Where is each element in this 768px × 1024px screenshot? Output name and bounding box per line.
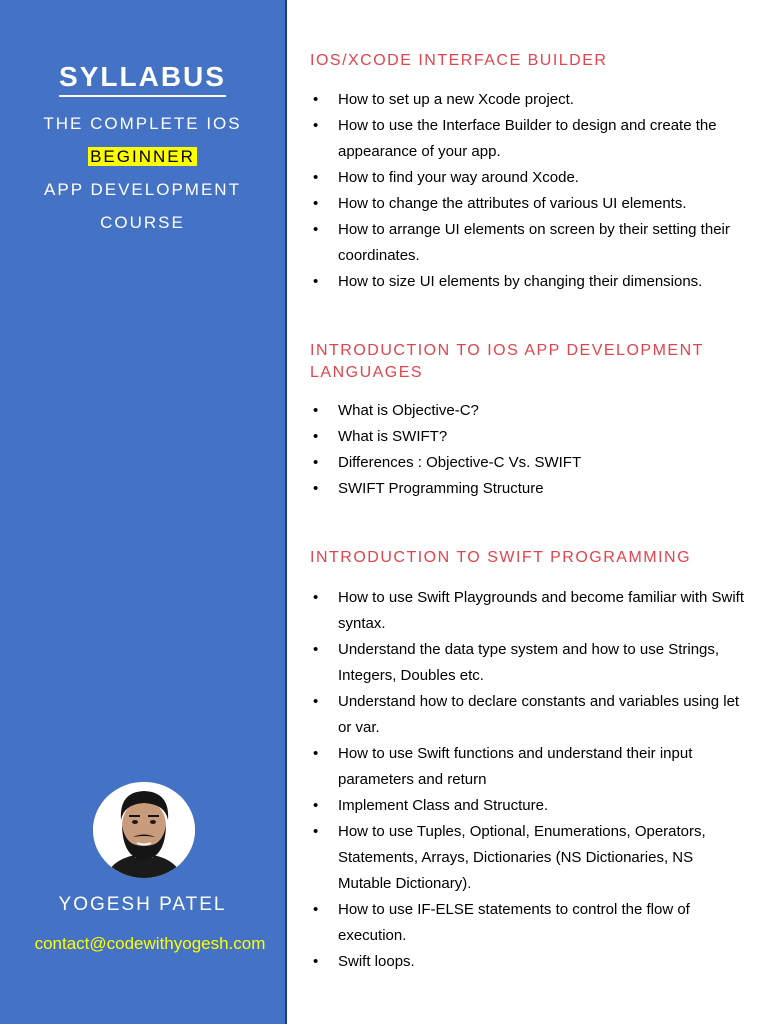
beginner-highlight: BEGINNER (90, 147, 195, 166)
list-item: • How to use Swift functions and understand their input parameters and return (310, 741, 750, 793)
list-item: • Swift loops. (310, 949, 750, 975)
section-heading: INTRODUCTION TO IOS APP DEVELOPMENT LANGUAGES (310, 342, 704, 381)
list-item: • What is Objective-C? (310, 398, 750, 424)
list-item: • SWIFT Programming Structure (310, 476, 750, 502)
syllabus-title: SYLLABUS (59, 60, 226, 97)
section-heading: IOS/XCODE INTERFACE BUILDER (310, 52, 608, 69)
subtitle-line-3: APP DEVELOPMENT (44, 180, 241, 199)
list-item: • Understand the data type system and how to use Strings, Integers, Doubles etc. (310, 637, 750, 689)
list-item: • Implement Class and Structure. (310, 793, 750, 819)
section-heading: INTRODUCTION TO SWIFT PROGRAMMING (310, 549, 692, 566)
subtitle-line-1: THE COMPLETE IOS (43, 114, 242, 133)
list-item: • How to set up a new Xcode project. (310, 87, 750, 113)
list-item: • How to use Swift Playgrounds and become familiar with Swift syntax. (310, 585, 750, 637)
list-item: • How to arrange UI elements on screen by their setting their coordinates. (310, 217, 750, 269)
list-item: • How to size UI elements by changing their dimensions. (310, 269, 750, 295)
author-avatar (93, 782, 195, 878)
section-dev-languages (310, 340, 750, 502)
contact-email[interactable]: contact@codewithyogesh.com (34, 934, 266, 953)
section-interface-builder (310, 50, 750, 295)
topic-list (310, 398, 750, 502)
list-item: • How to use IF-ELSE statements to control the flow of execution. (310, 897, 750, 949)
sidebar (0, 0, 285, 1024)
list-item: • Differences : Objective-C Vs. SWIFT (310, 450, 750, 476)
syllabus-title-block (0, 60, 285, 97)
list-item: • What is SWIFT? (310, 424, 750, 450)
list-item: • How to find your way around Xcode. (310, 165, 750, 191)
author-name: YOGESH PATEL (58, 894, 227, 915)
list-item: • How to use Tuples, Optional, Enumerations, Operators, Statements, Arrays, Dictionaries (NS Dictionaries, NS Mutable Dictionary). (310, 819, 750, 897)
subtitle-line-4: COURSE (100, 213, 185, 232)
course-subtitle (0, 112, 285, 244)
list-item: • How to use the Interface Builder to design and create the appearance of your app. (310, 113, 750, 165)
topic-list (310, 87, 750, 295)
subtitle-line-2 (0, 145, 285, 178)
topic-list (310, 585, 750, 975)
section-swift-programming (310, 547, 750, 975)
author-portrait-icon (93, 782, 195, 878)
sidebar-divider (285, 0, 287, 1024)
list-item: • How to change the attributes of various UI elements. (310, 191, 750, 217)
list-item: • Understand how to declare constants and variables using let or var. (310, 689, 750, 741)
